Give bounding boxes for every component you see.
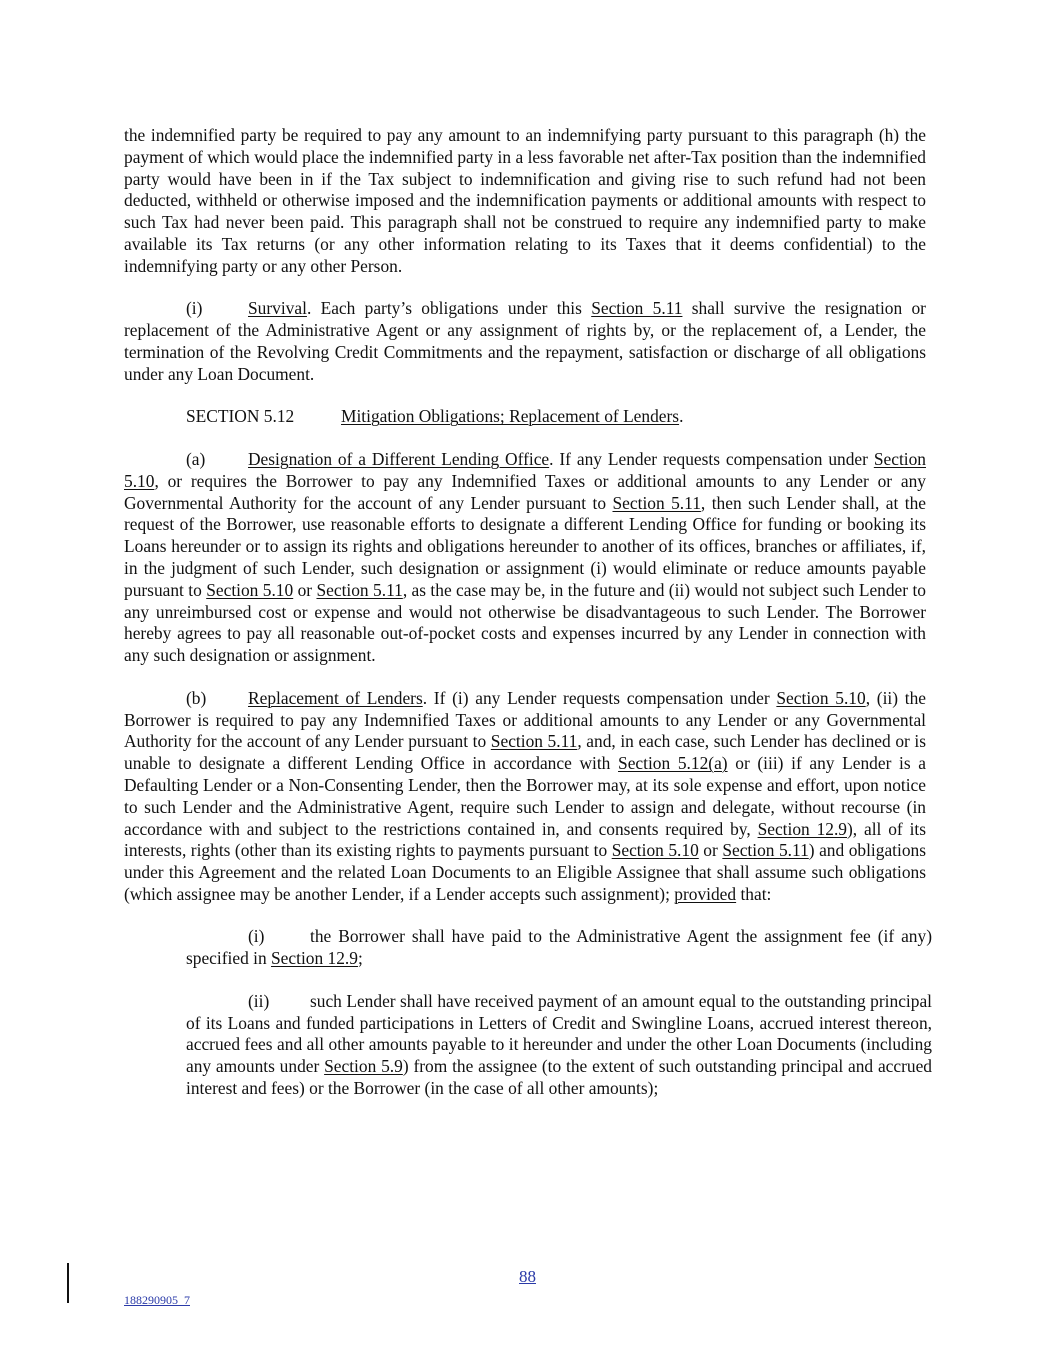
document-body — [124, 125, 933, 1100]
clause-label: (b) — [186, 687, 207, 708]
section-ref: Section 5.11 — [722, 840, 809, 861]
paragraph-a-heading: Designation of a Different Lending Office — [248, 448, 550, 469]
section-ref: Section 5.10 — [124, 448, 926, 491]
subclause-b-ii: (ii) such Lender shall have received payment of an amount equal to the outstanding principal of its Loans and funded participations in Letters of Credit and Swingline Loans, accrued interest thereon, accrued fees and all other amounts payable to it hereunder and under the other Loan Documents (including any amounts under Section 5.9) from the assignee (to the extent of such outstanding principal and accrued interest and fees) or the Borrower (in the case of all other amounts); — [186, 990, 933, 1099]
paragraph-b-heading: Replacement of Lenders — [248, 687, 423, 708]
section-number: SECTION 5.12 — [186, 406, 295, 427]
clause-label: (a) — [186, 448, 206, 469]
document-id: 188290905_7 — [124, 1293, 190, 1307]
paragraph-b: (b) Replacement of Lenders. If (i) any Lender requests compensation under Section 5.10, (ii) the Borrower is required to pay any Indemnified Taxes or additional amounts to any Lender or any Governmental Authority for the account of any Lender pursuant to Section 5.11, and, in each case, such Lender has declined or is unable to designate a different Lending Office in accordance with Section 5.12(a) or (iii) if any Lender is a Defaulting Lender or a Non-Consenting Lender, then the Borrower may, at its sole expense and effort, upon notice to such Lender and the Administrative Agent, require such Lender to assign and delegate, without recourse (in accordance with and subject to the restrictions contained in, and consents required by, Section 12.9), all of its interests, rights (other than its existing rights to payments pursuant to Section 5.10 or Section 5.11) and obligations under this Agreement and the related Loan Documents to an Eligible Assignee that shall assume such obligations (which assignee may be another Lender, if a Lender accepts such assignment); provided that: — [124, 687, 927, 904]
section-ref: Section 12.9 — [757, 818, 848, 839]
section-ref: Section 5.10 — [206, 579, 294, 600]
section-ref: Section 5.10 — [776, 687, 866, 708]
section-title: Mitigation Obligations; Replacement of Lenders — [341, 406, 680, 427]
section-ref: Section 5.11 — [591, 298, 683, 319]
clause-label: (i) — [186, 298, 203, 319]
provided-term: provided — [674, 883, 737, 904]
section-ref: Section 5.9 — [324, 1056, 403, 1077]
survival-heading: Survival — [248, 298, 307, 319]
section-ref: Section 5.11 — [490, 731, 578, 752]
paragraph-survival: (i) Survival. Each party’s obligations under this Section 5.11 shall survive the resignation or replacement of the Administrative Agent or any assignment of rights by, or the replacement of, a Lender, the termination of the Revolving Credit Commitments and the repayment, satisfaction or discharge of all obligations under any Loan Document. — [124, 298, 926, 384]
section-ref: Section 5.11 — [316, 579, 403, 600]
subclause-b-i: (i) the Borrower shall have paid to the Administrative Agent the assignment fee (if any) specified in Section 12.9; — [186, 926, 932, 969]
section-ref: Section 5.12(a) — [618, 753, 728, 774]
page-number: 88 — [519, 1267, 536, 1286]
paragraph-h-continuation: the indemnified party be required to pay any amount to an indemnifying party pursuant to this paragraph (h) the payment of which would place the indemnified party in a less favorable net after-Tax position than the indemnified party would have been in if the Tax subject to indemnification and giving rise to such refund had not been deducted, withheld or otherwise imposed and the indemnification payments or additional amounts with respect to such Tax had never been paid. This paragraph shall not be construed to require any indemnified party to make available its Tax returns (or any other information relating to its Taxes that it deems confidential) to the indemnifying party or any other Person. — [124, 125, 926, 276]
clause-label: (ii) — [248, 990, 270, 1011]
section-ref: Section 5.10 — [611, 840, 699, 861]
section-ref: Section 12.9 — [271, 948, 358, 969]
paragraph-a: (a) Designation of a Different Lending Office. If any Lender requests compensation under Section 5.10, or requires the Borrower to pay any Indemnified Taxes or additional amounts to any Lender or any Governmental Authority for the account of any Lender pursuant to Section 5.11, then such Lender shall, at the request of the Borrower, use reasonable efforts to designate a different Lending Office for funding or booking its Loans hereunder or to assign its rights and obligations hereunder to another of its offices, branches or affiliates, if, in the judgment of such Lender, such designation or assignment (i) would eliminate or reduce amounts payable pursuant to Section 5.10 or Section 5.11, as the case may be, in the future and (ii) would not subject such Lender to any unreimbursed cost or expense and would not otherwise be disadvantageous to such Lender. The Borrower hereby agrees to pay all reasonable out-of-pocket costs and expenses incurred by any Lender in connection with any such designation or assignment. — [124, 448, 926, 666]
clause-label: (i) — [248, 926, 265, 947]
section-heading: SECTION 5.12 Mitigation Obligations; Replacement of Lenders. — [186, 406, 684, 427]
section-ref: Section 5.11 — [612, 492, 701, 513]
